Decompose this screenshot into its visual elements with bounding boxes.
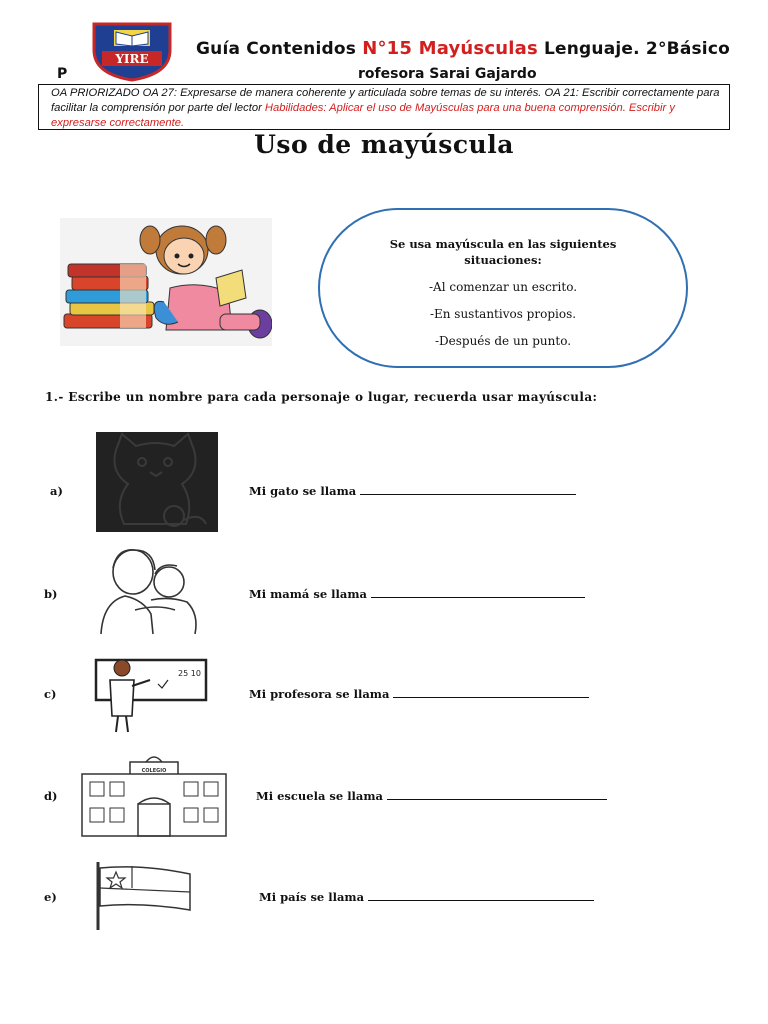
answer-blank-b[interactable]	[371, 587, 585, 598]
logo-text: YIRE	[115, 52, 149, 66]
page-header-title: Guía Contenidos N°15 Mayúsculas Lenguaje. 2°Básico	[196, 38, 730, 59]
teacher-icon	[88, 656, 208, 734]
item-label-b: Mi mamá se llama	[249, 587, 585, 601]
item-letter-a: a)	[50, 484, 63, 498]
girl-reading-illustration	[60, 218, 272, 346]
mother-child-icon	[95, 544, 211, 636]
item-label-d: Mi escuela se llama	[256, 789, 607, 803]
item-letter-c: c)	[44, 687, 57, 701]
cat-icon	[96, 432, 218, 532]
item-label-a: Mi gato se llama	[249, 484, 576, 498]
title-highlight: N°15 Mayúsculas	[362, 38, 538, 59]
school-sign: COLEGIO	[141, 768, 167, 774]
exercise-instruction: 1.- Escribe un nombre para cada personaje o lugar, recuerda usar mayúscula:	[45, 390, 598, 404]
answer-blank-c[interactable]	[393, 687, 589, 698]
rule-item: -En sustantivos propios.	[429, 307, 577, 321]
answer-blank-d[interactable]	[387, 789, 607, 800]
item-letter-d: d)	[44, 789, 58, 803]
objectives-text: OA PRIORIZADO OA 27: Expresarse de manera coherente y articulada sobre temas de su interés. OA 21: Escribir correctamente para facilitar la comprensión por parte del lector	[51, 87, 720, 114]
item-letter-b: b)	[44, 587, 58, 601]
school-logo	[88, 22, 176, 82]
skills-text: Habilidades: Aplicar el uso de Mayúsculas para una buena comprensión. Escribir y expresarse correctamente.	[51, 102, 675, 129]
main-title: Uso de mayúscula	[254, 130, 514, 159]
flag-icon	[92, 860, 202, 932]
objectives-box	[38, 84, 730, 130]
rules-bubble	[318, 208, 688, 368]
item-label-c: Mi profesora se llama	[249, 687, 589, 701]
rule-item: -Después de un punto.	[434, 334, 572, 348]
item-label-e: Mi país se llama	[259, 890, 594, 904]
school-icon	[80, 752, 228, 838]
answer-blank-e[interactable]	[368, 890, 594, 901]
p-letter: P	[57, 66, 68, 82]
board-text: 25 10	[178, 669, 201, 678]
item-letter-e: e)	[44, 890, 57, 904]
teacher-name: rofesora Sarai Gajardo	[358, 66, 537, 82]
rule-item: -Al comenzar un escrito.	[428, 280, 578, 294]
rules-heading: Se usa mayúscula en las siguientes situaciones:	[389, 237, 617, 267]
answer-blank-a[interactable]	[360, 484, 576, 495]
